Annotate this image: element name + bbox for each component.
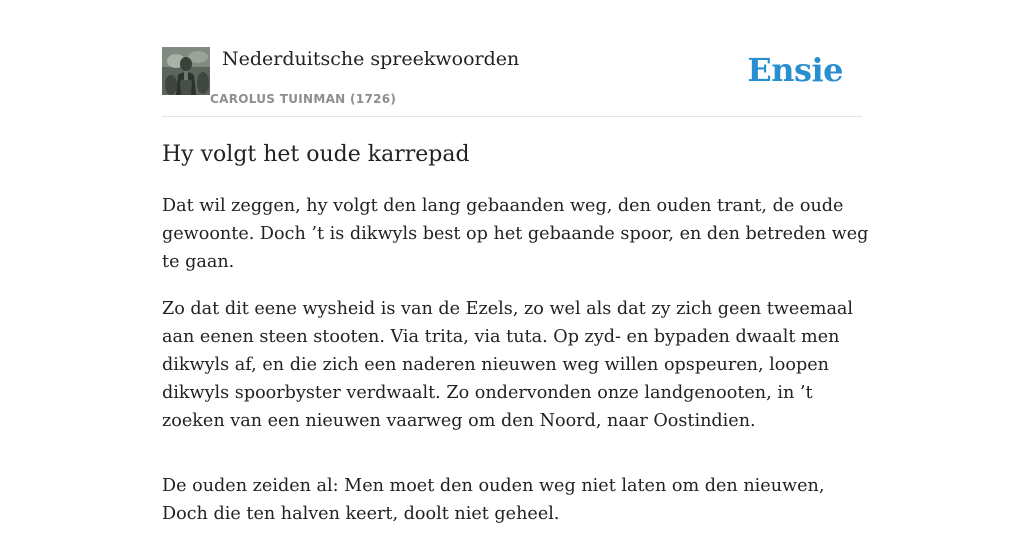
entry-paragraph: Zo dat dit eene wysheid is van de Ezels, zo wel als dat zy zich geen tweemaal aan eenen steen stooten. Via trita, via tuta. Op zyd- en bypaden dwaalt men dikwyls af, en die zich een naderen nieuwen weg willen opspeuren, loopen dikwyls spoorbyster verdwaalt. Zo ondervonden onze landgenooten, in ’t zoeken van een nieuwen vaarweg om den Noord, naar Oostindien.	[162, 299, 854, 431]
entry-paragraph: De ouden zeiden al: Men moet den ouden weg niet laten om den nieuwen, Doch die ten halven keert, doolt niet geheel.	[162, 476, 825, 524]
entry-paragraph: Dat wil zeggen, hy volgt den lang gebaanden weg, den ouden trant, de oude gewoonte. Doch ’t is dikwyls best op het gebaande spoor, en den betreden weg te gaan.	[162, 196, 869, 272]
entry-title: Hy volgt het oude karrepad	[162, 142, 470, 167]
author-avatar[interactable]	[162, 47, 210, 95]
author-portrait-icon	[162, 47, 210, 95]
author-name[interactable]: CAROLUS TUINMAN (1726)	[210, 92, 397, 106]
header	[162, 46, 862, 117]
book-title[interactable]: Nederduitsche spreekwoorden	[222, 48, 520, 70]
brand-logo[interactable]: Ensie	[747, 51, 843, 89]
entry-body	[162, 192, 874, 547]
